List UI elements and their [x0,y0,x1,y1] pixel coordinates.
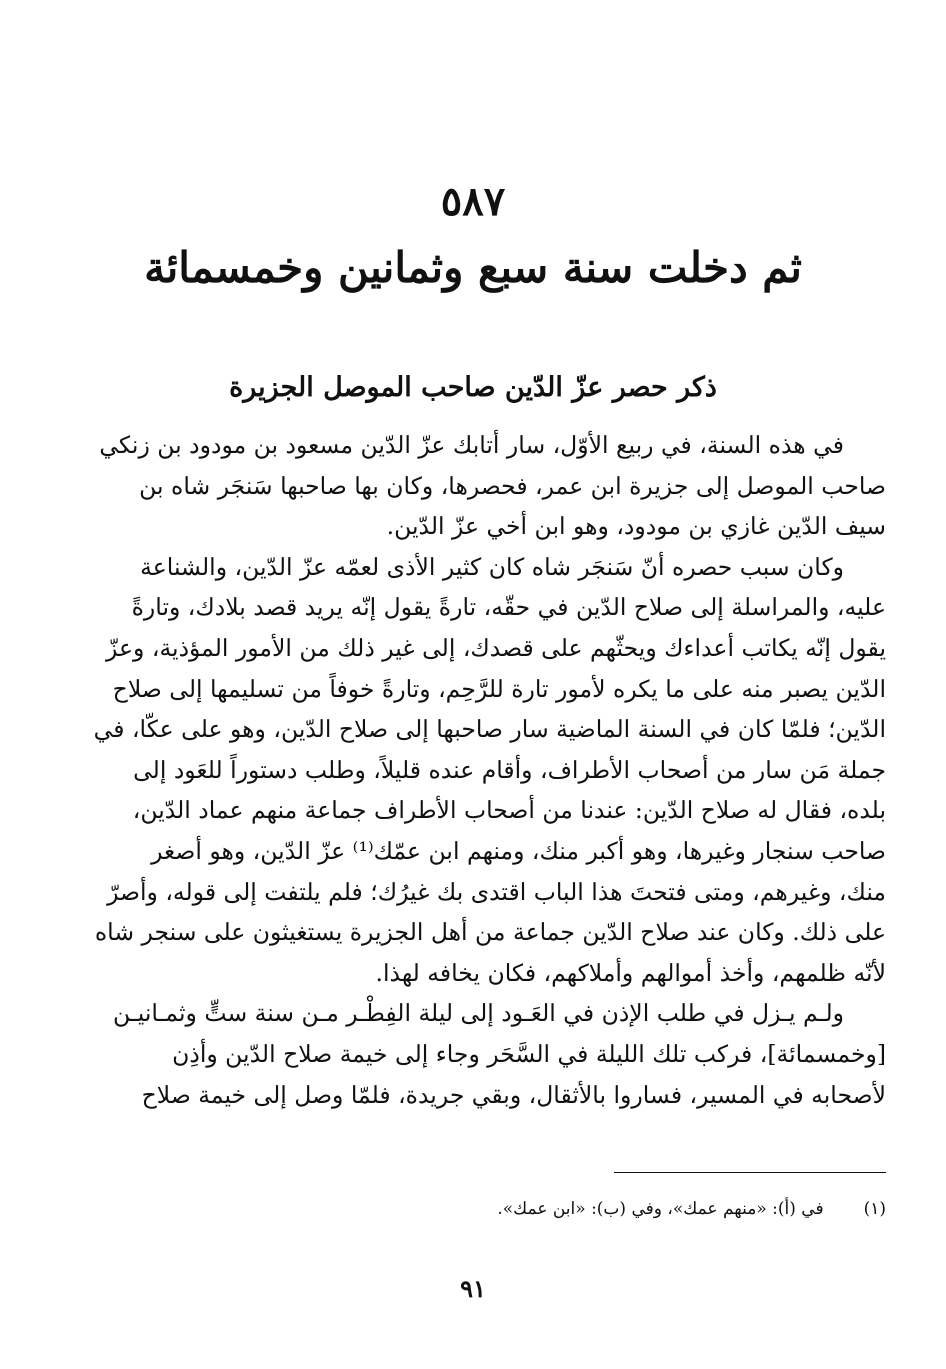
text-line: صاحب سنجار وغيرها، وهو أكبر منك، ومنهم ابن عمّك⁽¹⁾ عزّ الدّين، وهو أصغر [151,836,886,865]
text-line: سيف الدّين غازي بن مودود، وهو ابن أخي عزّ الدّين. [386,512,886,541]
text-line: بلده، فقال له صلاح الدّين: عندنا من أصحاب الأطراف جماعة منهم عماد الدّين، [132,796,886,825]
page-number: ٩١ [460,1274,486,1303]
text-line: منك، وغيرهم، ومتى فتحتَ هذا الباب اقتدى بك غيرُك؛ فلم يلتفت إلى قوله، وأصرّ [107,877,886,906]
footnote-number: (١) [863,1199,886,1219]
paragraph-2 [76,547,886,994]
text-line: ولـم يـزل في طلب الإذن في العَـود إلى ليلة الفِطْـر مـن سنة ستٍّ وثمـانيـن [112,999,844,1028]
paragraph-1 [76,425,886,547]
text-line: لأصحابه في المسير، فساروا بالأثقال، وبقي جريدة، فلمّا وصل إلى خيمة صلاح [141,1080,886,1109]
paragraph-3 [76,993,886,1115]
text-line: جملة مَن سار من أصحاب الأطراف، وأقام عنده قليلاً، وطلب دستوراً للعَود إلى [133,755,886,784]
text-line: يقول إنّه يكاتب أعداءك ويحثّهم على قصدك، إلى غير ذلك من الأمور المؤذية، وعزّ [106,633,886,662]
year-number: ٥٨٧ [440,178,506,225]
text-line: على ذلك. وكان عند صلاح الدّين جماعة من أهل الجزيرة يستغيثون على سنجر شاه [94,918,886,947]
text-line: وكان سبب حصره أنّ سَنجَر شاه كان كثير الأذى لعمّه عزّ الدّين، والشناعة [140,552,844,581]
text-line: لأنّه ظلمهم، وأخذ أموالهم وأملاكهم، فكان يخافه لهذا. [375,958,886,987]
footnote [497,1196,886,1222]
body-text [76,425,886,1115]
text-line: الدّين يصبر منه على ما يكره لأمور تارة للرَّحِم، وتارةً خوفاً من تسليمها إلى صلاح [112,674,886,703]
text-line: [وخمسمائة]، فركب تلك الليلة في السَّحَر وجاء إلى خيمة صلاح الدّين وأذِن [172,1039,886,1068]
footnote-divider [614,1172,886,1173]
text-line: الدّين؛ فلمّا كان في السنة الماضية سار صاحبها إلى صلاح الدّين، وهو على عكّا، في [93,715,886,744]
footnote-text: في (أ): «منهم عمك»، وفي (ب): «ابن عمك». [497,1199,824,1219]
text-line: عليه، والمراسلة إلى صلاح الدّين في حقّه، تارةً يقول إنّه يريد قصد بلادك، وتارةً [131,593,886,622]
section-heading: ذكر حصر عزّ الدّين صاحب الموصل الجزيرة [229,372,717,403]
text-line: في هذه السنة، في ربيع الأوّل، سار أتابك عزّ الدّين مسعود بن مودود بن زنكي [99,431,844,459]
text-line: صاحب الموصل إلى جزيرة ابن عمر، فحصرها، وكان بها صاحبها سَنجَر شاه بن [139,471,886,500]
chapter-title: ثم دخلت سنة سبع وثمانين وخمسمائة [144,243,802,292]
